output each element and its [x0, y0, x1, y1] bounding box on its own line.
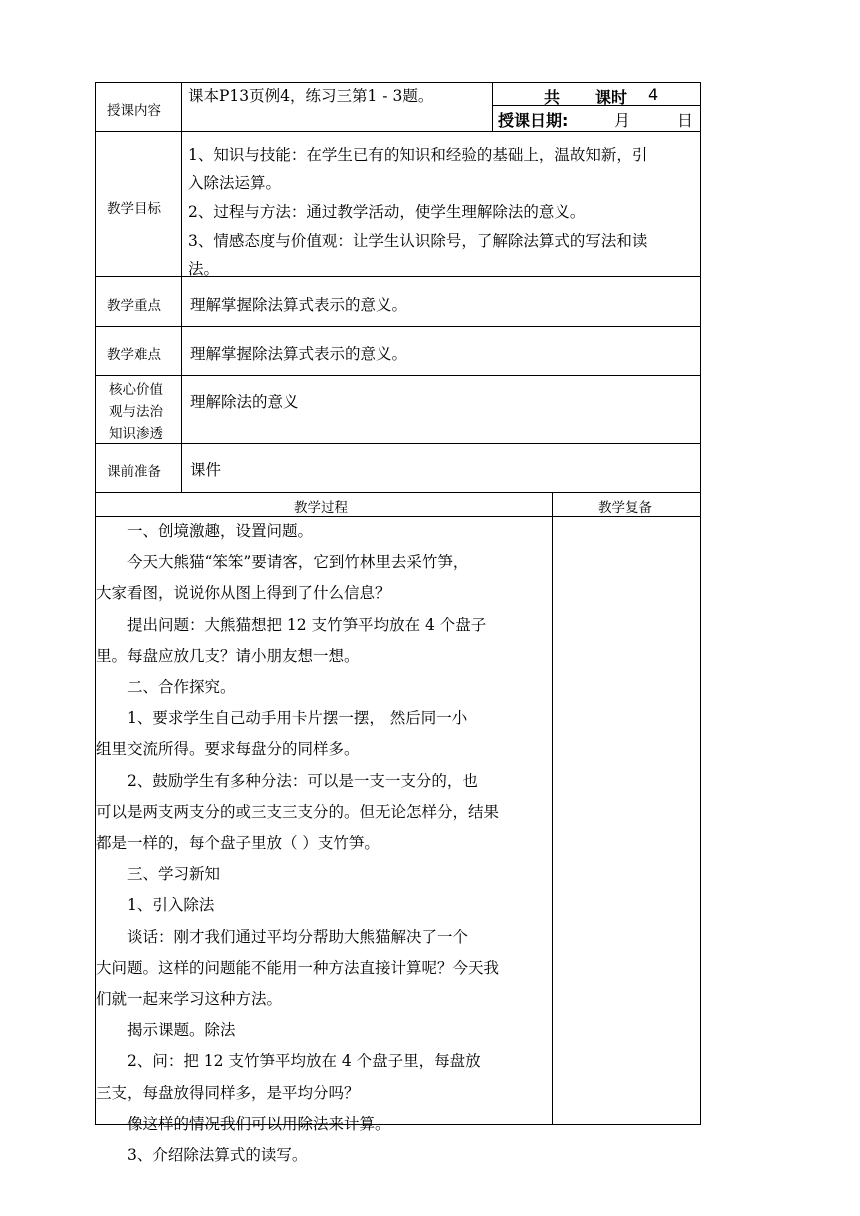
- process-line: 二、合作探究。: [96, 678, 236, 697]
- process-line: 提出问题：大熊猫想把 12 支竹笋平均放在 4 个盘子: [96, 615, 487, 634]
- process-line: 里。每盘应放几支？请小朋友想一想。: [96, 646, 360, 665]
- table-border-right: [700, 82, 701, 1125]
- notes-header: 教学复备: [598, 500, 652, 516]
- row-divider: [95, 276, 701, 277]
- lesson-date-month: 月: [614, 111, 631, 130]
- notes-column-divider: [552, 492, 553, 1125]
- lesson-count-prefix: 共: [544, 88, 561, 107]
- process-line: 像这样的情况我们可以用除法来计算。: [96, 1114, 391, 1133]
- process-body: [96, 516, 552, 1171]
- process-line: 1、引入除法: [96, 896, 215, 915]
- values-text: 理解除法的意义: [190, 393, 299, 411]
- table-border-top: [95, 82, 701, 83]
- process-line: 2、问：把 12 支竹笋平均放在 4 个盘子里，每盘放: [96, 1052, 481, 1071]
- objectives-line: 3、情感态度与价值观：让学生认识除号，了解除法算式的写法和读: [188, 232, 648, 250]
- process-line: 三、学习新知: [96, 865, 221, 884]
- values-label-line: 知识渗透: [109, 426, 163, 442]
- objectives-line: 法。: [188, 260, 220, 278]
- process-line: 大家看图，说说你从图上得到了什么信息？: [96, 584, 391, 603]
- process-line: 可以是两支两支分的或三支三支分的。但无论怎样分，结果: [96, 802, 500, 821]
- process-line: 大问题。这样的问题能不能用一种方法直接计算呢？今天我: [96, 958, 500, 977]
- preparation-text: 课件: [190, 461, 222, 479]
- objectives-line: 入除法运算。: [188, 174, 282, 192]
- key-point-label: 教学重点: [107, 298, 161, 314]
- lesson-date-label: 授课日期:: [498, 111, 569, 130]
- process-line: 组里交流所得。要求每盘分的同样多。: [96, 740, 360, 759]
- preparation-label: 课前准备: [107, 464, 161, 480]
- process-line: 揭示课题。除法: [96, 1021, 236, 1040]
- row-divider: [95, 131, 701, 132]
- process-line: 1、要求学生自己动手用卡片摆一摆， 然后同一小: [96, 709, 468, 728]
- values-label-line: 核心价值: [109, 382, 163, 398]
- values-label-line: 观与法治: [109, 404, 163, 420]
- process-line: 们就一起来学习这种方法。: [96, 990, 283, 1009]
- row-divider: [95, 375, 701, 376]
- difficulty-text: 理解掌握除法算式表示的意义。: [190, 345, 408, 363]
- lesson-content-text: 课本P13页例4，练习三第1 - 3题。: [188, 87, 434, 105]
- lesson-date-day: 日: [677, 111, 694, 130]
- process-line: 都是一样的，每个盘子里放（ ）支竹笋。: [96, 834, 380, 853]
- lesson-content-label: 授课内容: [107, 103, 161, 119]
- label-column-divider: [181, 82, 182, 493]
- process-line: 三支，每盘放得同样多，是平均分吗？: [96, 1083, 360, 1102]
- lesson-count-number: 4: [648, 85, 659, 104]
- difficulty-label: 教学难点: [107, 347, 161, 363]
- row-divider: [95, 443, 701, 444]
- process-header: 教学过程: [294, 500, 348, 516]
- row-divider: [95, 326, 701, 327]
- objectives-line: 2、过程与方法：通过教学活动，使学生理解除法的意义。: [188, 203, 586, 221]
- process-line: 2、鼓励学生有多种分法：可以是一支一支分的，也: [96, 771, 478, 790]
- objectives-line: 1、知识与技能：在学生已有的知识和经验的基础上，温故知新，引: [188, 146, 648, 164]
- process-line: 一、创境激趣，设置问题。: [96, 522, 314, 540]
- process-line: 谈话：刚才我们通过平均分帮助大熊猫解决了一个: [96, 927, 469, 946]
- header-cell-divider: [492, 82, 493, 132]
- key-point-text: 理解掌握除法算式表示的意义。: [190, 296, 408, 314]
- row-divider: [95, 492, 701, 493]
- process-line: 今天大熊猫“笨笨”要请客，它到竹林里去采竹笋，: [96, 553, 469, 572]
- lesson-count-unit: 课时: [595, 88, 628, 107]
- process-line: 3、介绍除法算式的读写。: [96, 1146, 308, 1165]
- objectives-label: 教学目标: [107, 201, 161, 217]
